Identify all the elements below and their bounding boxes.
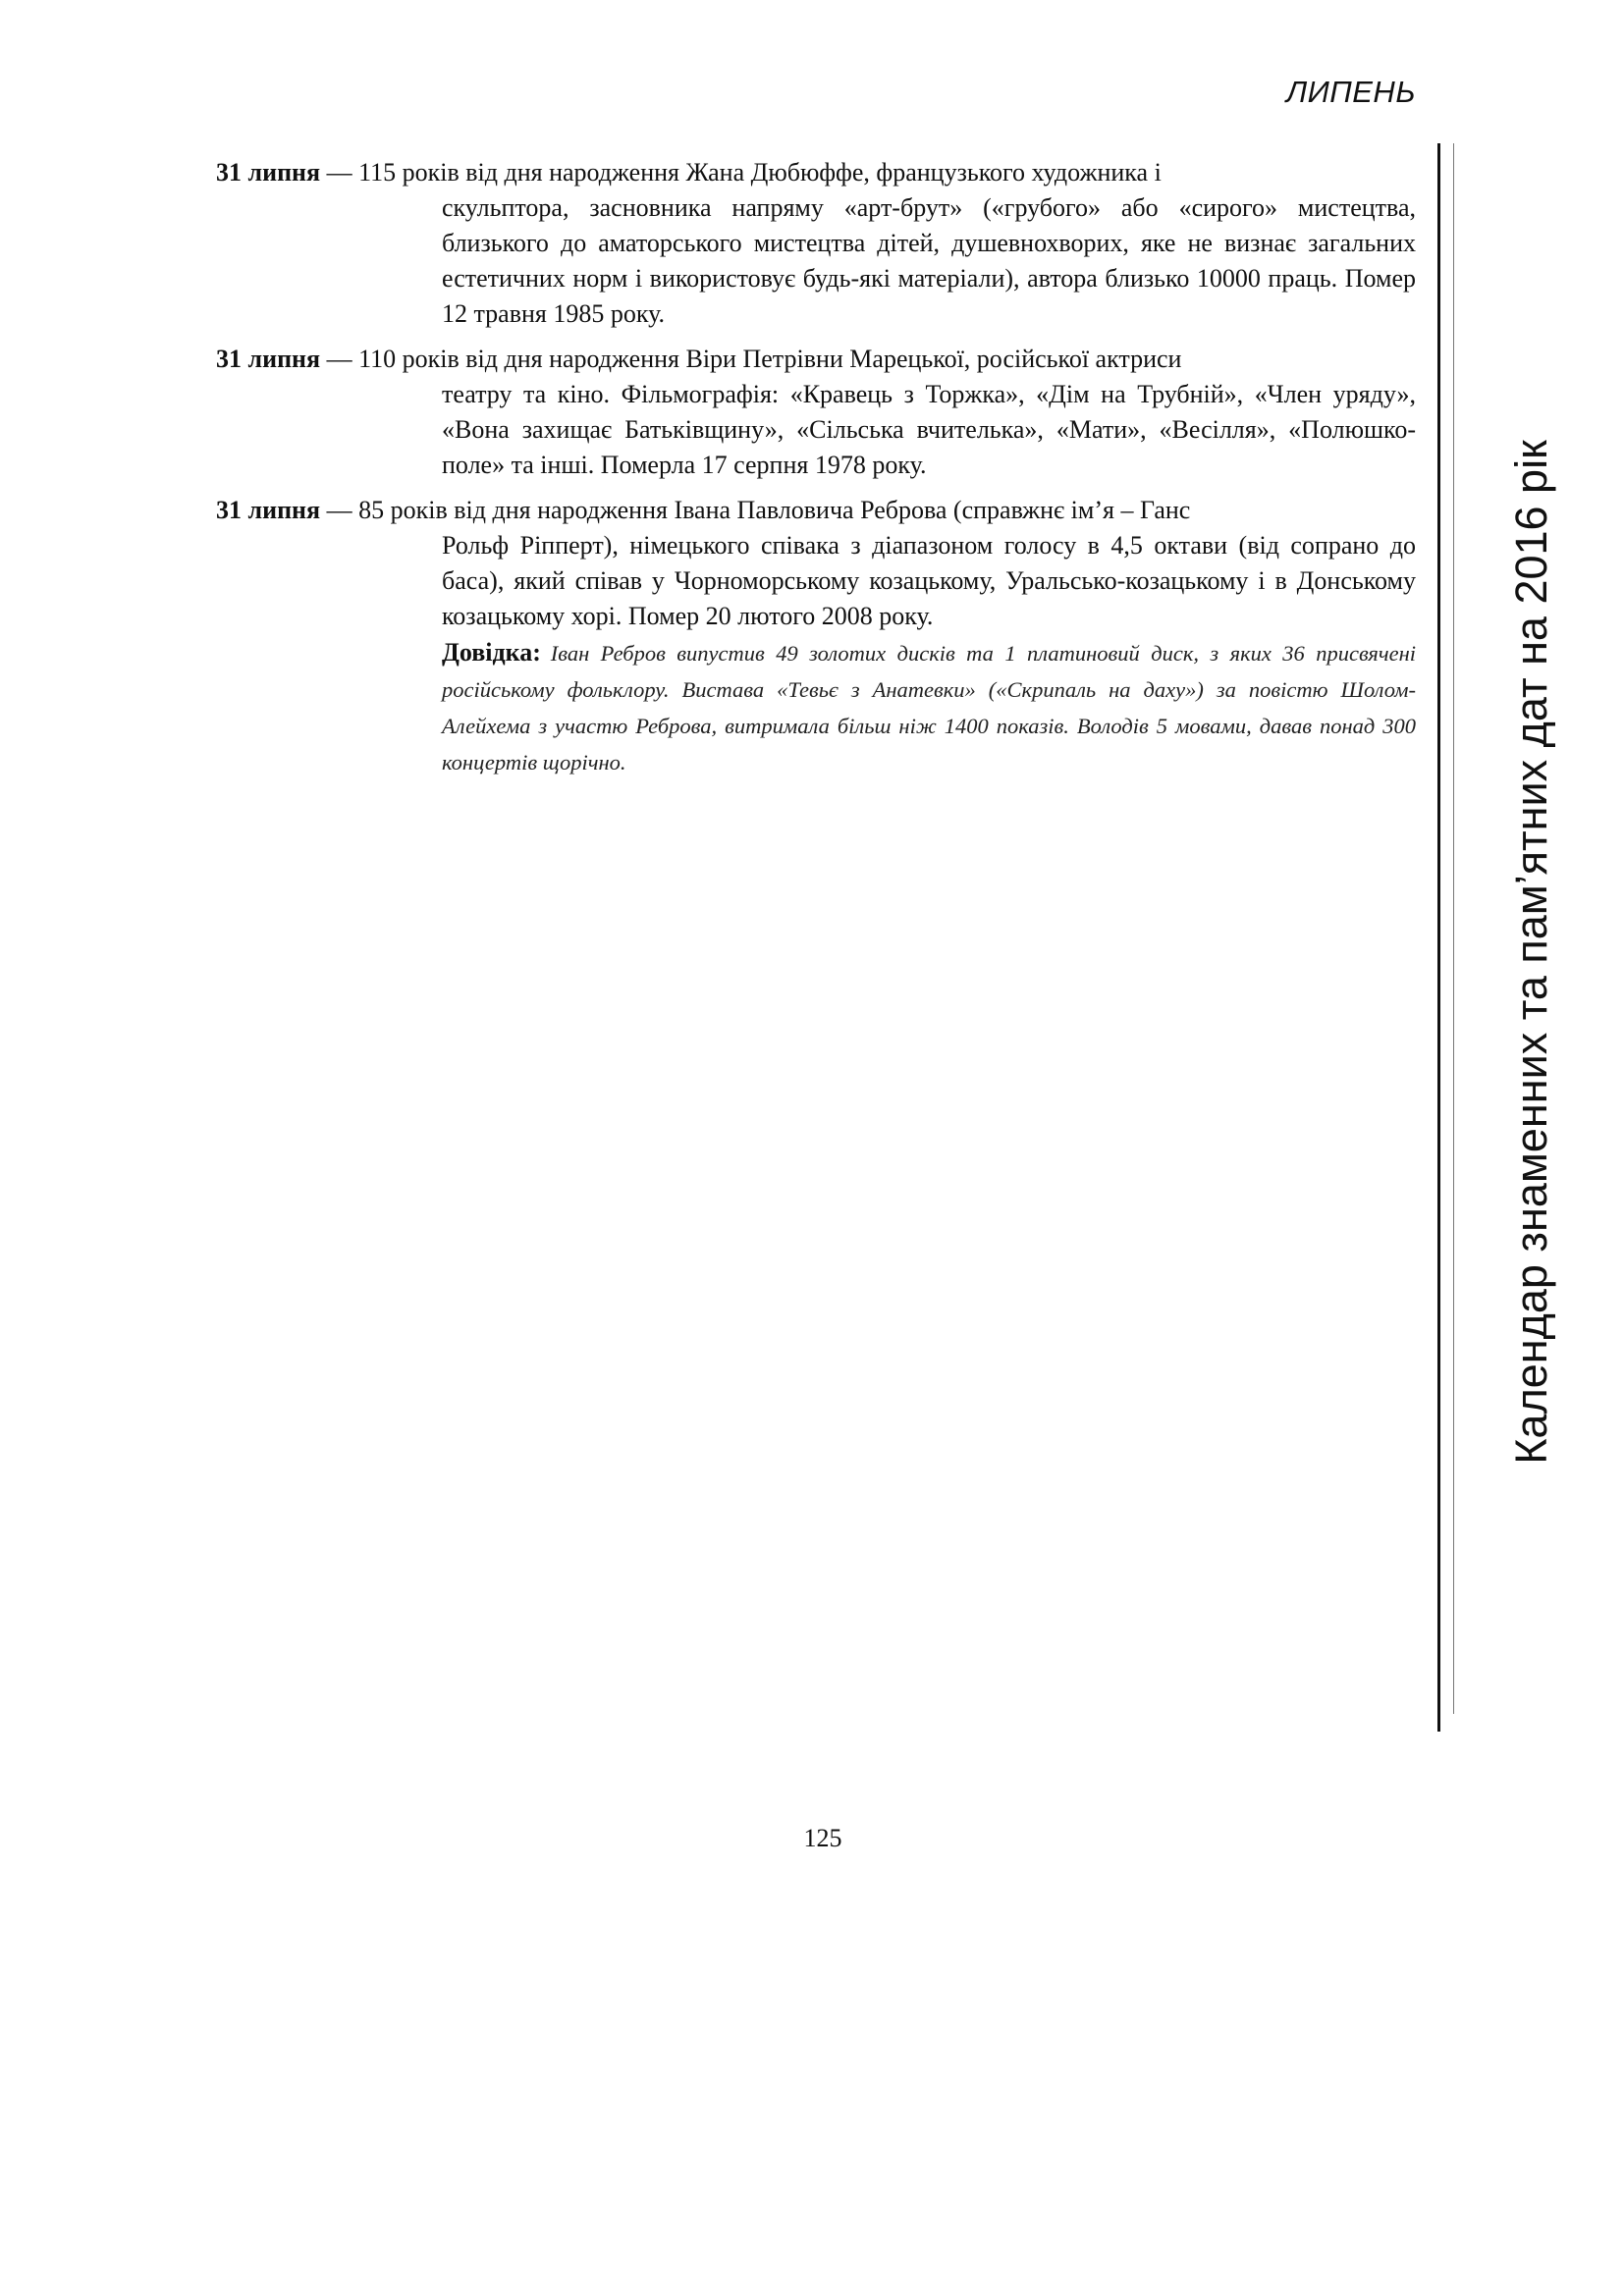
side-title: Календар знаменних та пам’ятних дат на 2016 рік (1506, 440, 1556, 1465)
entry-body: скульптора, засновника напряму «арт-брут» («грубого» або «сирого» мистецтва, близького до аматорського мистецтва дітей, душевнохворих, яке не визнає загальних естетичних норм і використовує будь-які матеріали), автора близько 10000 праць. Помер 12 травня 1985 року. (442, 193, 1416, 328)
entry-head (216, 155, 1416, 190)
entry-first-line: 110 років від дня народження Віри Петрівни Марецької, російської актриси (358, 345, 1182, 373)
entries-list (216, 155, 1416, 792)
vertical-rule (1437, 143, 1440, 1732)
reference-note (442, 636, 1416, 782)
entry (216, 342, 1416, 483)
entry (216, 493, 1416, 782)
entry-first-line: 85 років від дня народження Івана Павловича Реброва (справжнє ім’я – Ганс (358, 496, 1191, 524)
entry-first-line: 115 років від дня народження Жана Дюбюффе, французького художника і (358, 158, 1162, 187)
entry-dash: — (320, 158, 359, 187)
vertical-rule-thin (1453, 143, 1454, 1714)
entry-head (216, 493, 1416, 528)
entry-body: театру та кіно. Фільмографія: «Кравець з Торжка», «Дім на Трубній», «Член уряду», «Вона захищає Батьківщину», «Сільська вчителька», «Мати», «Весілля», «Полюшко-поле» та інші. Померла 17 серпня 1978 року. (442, 380, 1416, 479)
entry-date: 31 липня (216, 158, 321, 187)
entry-date: 31 липня (216, 345, 321, 373)
note-text: Іван Ребров випустив 49 золотих дисків та 1 платиновий диск, з яких 36 присвячені російському фольклору. Вистава «Тевьє з Анатевки» («Скрипаль на даху») за повістю Шолом-Алейхема з участю Реброва, витримала більш ніж 1400 показів. Володів 5 мовами, давав понад 300 концертів щорічно. (442, 641, 1417, 774)
entry (216, 155, 1416, 332)
month-header: ЛИПЕНЬ (1285, 75, 1416, 109)
entry-dash: — (320, 496, 359, 524)
entry-date: 31 липня (216, 496, 321, 524)
note-label: Довідка: (442, 638, 541, 667)
entry-head (216, 342, 1416, 377)
entry-body: Рольф Ріпперт), німецького співака з діапазоном голосу в 4,5 октави (від сопрано до баса), який співав у Чорноморському козацькому, Уральсько-козацькому і в Донському козацькому хорі. Помер 20 лютого 2008 року. (442, 531, 1416, 630)
entry-dash: — (320, 345, 359, 373)
page-number: 125 (803, 1824, 842, 1852)
